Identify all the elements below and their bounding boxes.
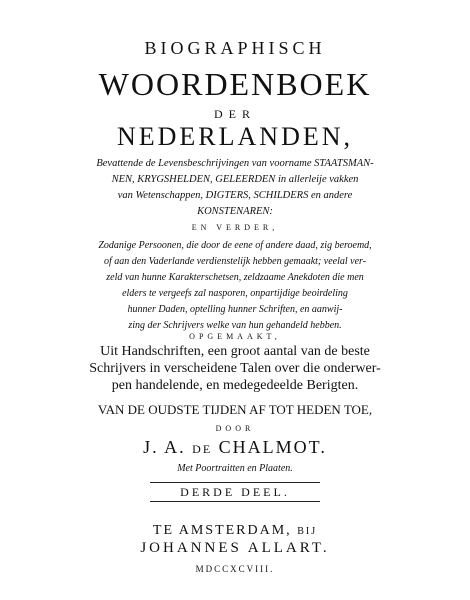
city-bij: BIJ <box>297 526 318 537</box>
description-block <box>0 238 470 334</box>
city: TE AMSTERDAM, <box>152 523 292 538</box>
description-line: zing der Schrijvers welke van hun gehandeld hebben. <box>128 320 342 331</box>
portraits-note: Met Poortraitten en Plaaten. <box>177 463 293 474</box>
author <box>0 437 470 458</box>
author-initials: J. A. <box>143 437 186 457</box>
author-de: DE <box>192 442 213 456</box>
description-line: Zodanige Persoonen, die door de eene of andere daad, zig beroemd, <box>98 240 372 251</box>
sources-line: Schrijvers in verscheidene Talen over die onderwer- <box>89 361 381 376</box>
sources-line: pen handelende, en medegedeelde Berigten. <box>111 378 359 393</box>
subtitle-line: NEN, KRYGSHELDEN, GELEERDEN in allerleije vakken <box>111 174 359 185</box>
opgemaakt: OPGEMAAKT, <box>189 332 281 341</box>
author-surname: CHALMOT. <box>218 437 327 457</box>
volume: DERDE DEEL. <box>180 485 290 499</box>
en-verder: EN VERDER, <box>191 223 279 232</box>
title-woordenboek: WOORDENBOEK <box>98 66 372 102</box>
title-der: DER <box>214 107 256 121</box>
door: DOOR <box>215 424 255 433</box>
description-line: of aan den Vaderlande verdienstelijk hebben gemaakt; veelal ver- <box>103 256 367 267</box>
imprint-city <box>0 523 470 539</box>
description-line: hunner Daden, optelling hunner Schriften, en aanwij- <box>127 304 343 315</box>
subtitle-line: KONSTENAREN: <box>197 206 273 217</box>
timespan: VAN DE OUDSTE TIJDEN AF TOT HEDEN TOE, <box>97 402 373 417</box>
publisher: JOHANNES ALLART. <box>140 540 330 556</box>
subtitle-line: van Wetenschappen, DIGTERS, SCHILDERS en andere <box>117 190 353 201</box>
subtitle-line: Bevattende de Levensbeschrijvingen van voorname STAATSMAN- <box>96 158 374 169</box>
title-biographisch: BIOGRAPHISCH <box>144 38 326 58</box>
title-nederlanden: NEDERLANDEN, <box>116 122 354 151</box>
year: MDCCXCVIII. <box>195 564 275 574</box>
subtitle-block <box>0 156 470 220</box>
sources-line: Uit Handschriften, een groot aantal van de beste <box>100 344 370 359</box>
sources-block <box>0 343 470 394</box>
description-line: zeld van hunne Karakterschetsen, zeldzaame Anekdoten die men <box>106 272 364 283</box>
description-line: elders te vergeefs zal nasporen, onpartijdige beoirdeling <box>122 288 348 299</box>
